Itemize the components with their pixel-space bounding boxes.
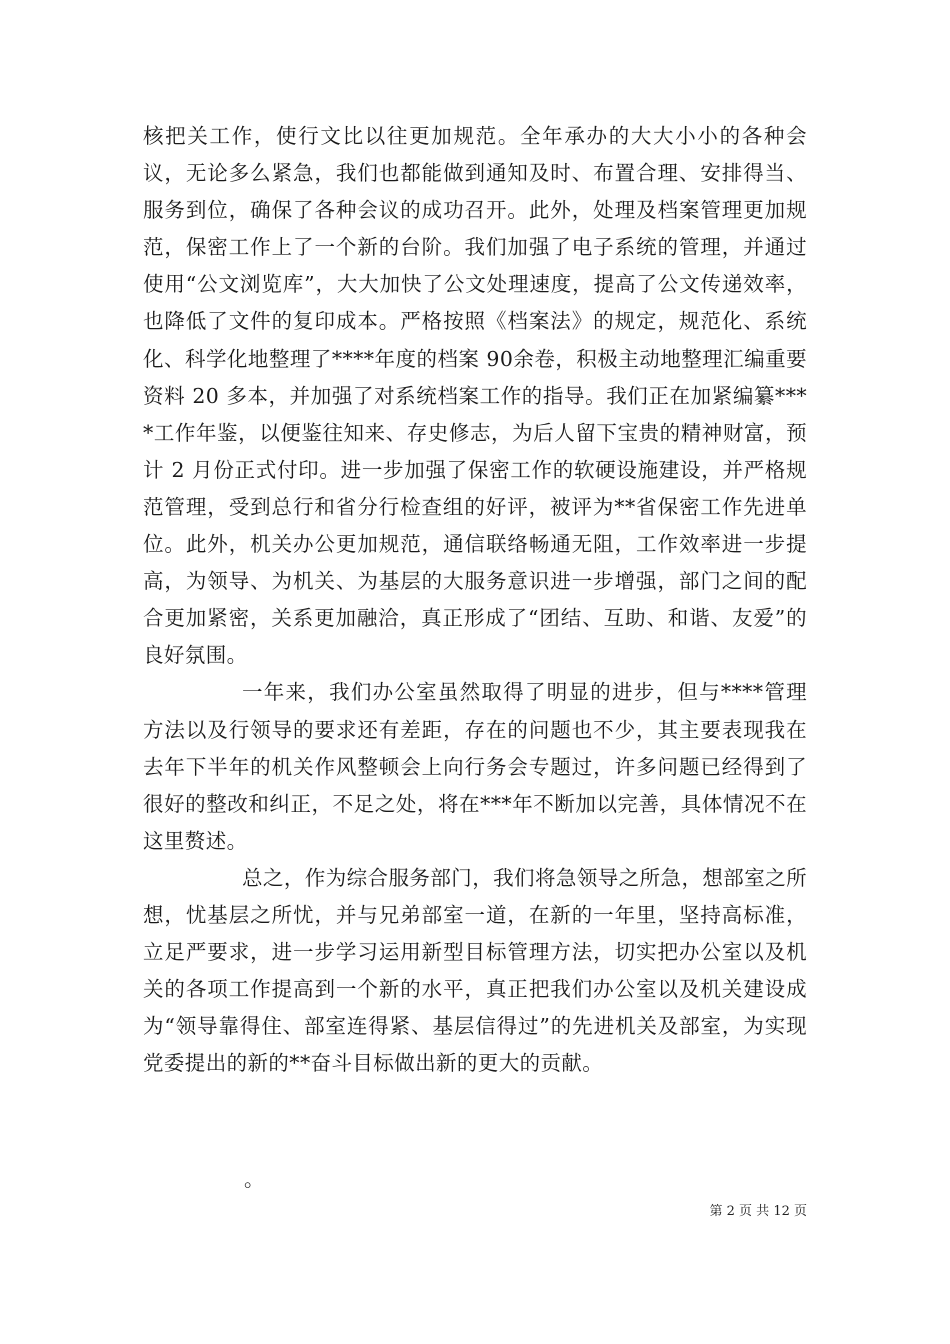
page-footer: 第 2 页 共 12 页 [709,1204,807,1219]
paragraph-1: 核把关工作，使行文比以往更加规范。全年承办的大大小小的各种会议，无论多么紧急，我们也都能做到通知及时、布置合理、安排得当、服务到位，确保了各种会议的成功召开。此外，处理及档案管理更加规范，保密工作上了一个新的台阶。我们加强了电子系统的管理，并通过使用“公文浏览库”，大大加快了公文处理速度，提高了公文传递效率，也降低了文件的复印成本。严格按照《档案法》的规定，规范化、系统化、科学化地整理了****年度的档案 90余卷，积极主动地整理汇编重要资料 20 多本，并加强了对系统档案工作的指导。我们正在加紧编纂****工作年鉴，以便鉴往知来、存史修志，为后人留下宝贵的精神财富，预计 2 月份正式付印。进一步加强了保密工作的软硬设施建设，并严格规范管理，受到总行和省分行检查组的好评，被评为**省保密工作先进单位。此外，机关办公更加规范，通信联络畅通无阻，工作效率进一步提高，为领导、为机关、为基层的大服务意识进一步增强，部门之间的配合更加紧密，关系更加融洽，真正形成了“团结、互助、和谐、友爱”的良好氛围。 [143,124,807,668]
paragraph-3: 总之，作为综合服务部门，我们将急领导之所急，想部室之所想，忧基层之所忧，并与兄弟部室一道，在新的一年里，坚持高标准，立足严要求，进一步学习运用新型目标管理方法，切实把办公室以及机关的各项工作提高到一个新的水平，真正把我们办公室以及机关建设成为“领导靠得住、部室连得紧、基层信得过”的先进机关及部室，为实现党委提出的新的**奋斗目标做出新的更大的贡献。 [143,865,807,1076]
document-body [143,118,807,1082]
paragraph-2: 一年来，我们办公室虽然取得了明显的进步，但与****管理方法以及行领导的要求还有差距，存在的问题也不少，其主要表现我在去年下半年的机关作风整顿会上向行务会专题过，许多问题已经得到了很好的整改和纠正，不足之处，将在***年不断加以完善，具体情况不在这里赘述。 [143,680,807,853]
trailing-mark: 。 [244,1167,264,1191]
